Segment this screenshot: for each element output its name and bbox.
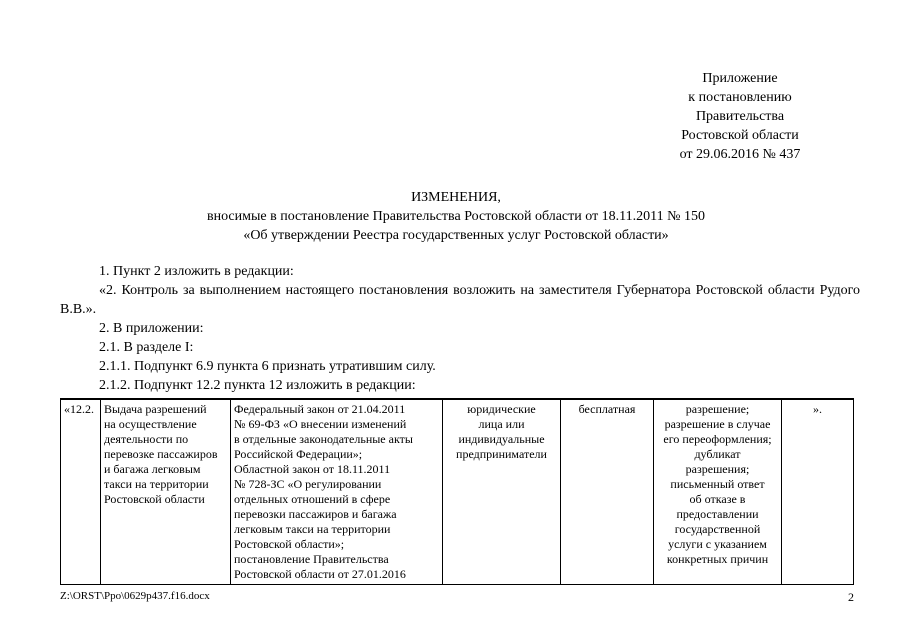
cell-number: «12.2. (61, 400, 101, 585)
paragraph-3: 2. В приложении: (99, 321, 204, 336)
appendix-line: Правительства (695, 109, 785, 124)
appendix-line: Приложение (702, 71, 778, 86)
document-body (60, 262, 860, 395)
paragraph-4: 2.1. В разделе I: (99, 340, 194, 355)
cell-legal-basis: Федеральный закон от 21.04.2011 № 69-ФЗ «О внесении изменений в отдельные законодательные акты Российской Федерации»; Областной закон от 18.11.2011 № 728-ЗС «О регулировании отдельных отношений в сфере перевозки пассажиров и багажа легковым такси на территории Ростовской области»; постановление Правительства Ростовской области от 27.01.2016 (231, 400, 443, 585)
document-title (60, 188, 852, 245)
paragraph-6: 2.1.2. Подпункт 12.2 пункта 12 изложить в редакции: (99, 378, 416, 393)
paragraph-2: «2. Контроль за выполнением настоящего постановления возложить на заместителя Губернатора Ростовской области Рудого В.В.». (60, 283, 860, 317)
footer-file-path: Z:\ORST\Ppo\0629p437.f16.docx (60, 590, 210, 602)
title-heading: ИЗМЕНЕНИЯ, (411, 190, 501, 205)
title-subtitle-2: «Об утверждении Реестра государственных услуг Ростовской области» (243, 228, 669, 243)
table-row (61, 400, 854, 585)
paragraph-1: 1. Пункт 2 изложить в редакции: (99, 264, 294, 279)
cell-service-name: Выдача разрешений на осуществление деятельности по перевозке пассажиров и багажа легковым такси на территории Ростовской области (101, 400, 231, 585)
paragraph-5: 2.1.1. Подпункт 6.9 пункта 6 признать утратившим силу. (99, 359, 436, 374)
appendix-line: от 29.06.2016 № 437 (679, 147, 801, 162)
title-subtitle: вносимые в постановление Правительства Ростовской области от 18.11.2011 № 150 (206, 209, 706, 224)
appendix-line: Ростовской области (681, 128, 799, 143)
services-table (60, 398, 854, 585)
cell-fee: бесплатная (561, 400, 654, 585)
cell-applicants: юридические лица или индивидуальные предприниматели (443, 400, 561, 585)
cell-result: разрешение; разрешение в случае его переоформления; дубликат разрешения; письменный ответ об отказе в предоставлении государственной услуги с указанием конкретных причин (654, 400, 782, 585)
cell-end-quote: ». (782, 400, 854, 585)
appendix-header (640, 69, 840, 164)
footer-page-number: 2 (848, 590, 854, 604)
appendix-line: к постановлению (688, 90, 792, 105)
